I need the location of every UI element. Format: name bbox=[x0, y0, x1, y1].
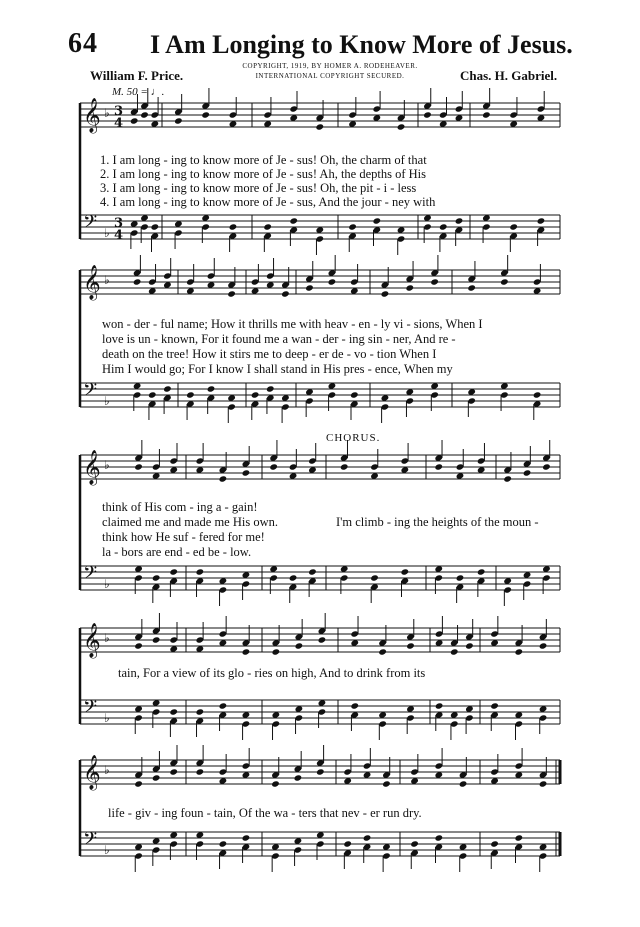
flat-key-signature-icon: ♭ bbox=[104, 631, 110, 645]
notehead bbox=[523, 469, 532, 476]
notehead bbox=[430, 278, 439, 285]
flat-key-signature-icon: ♭ bbox=[104, 711, 110, 725]
notehead bbox=[219, 840, 228, 847]
notehead bbox=[370, 574, 379, 581]
composer-credit: Chas. H. Gabriel. bbox=[460, 68, 558, 83]
notehead bbox=[378, 648, 387, 655]
notehead bbox=[315, 123, 324, 130]
notehead bbox=[242, 469, 251, 476]
time-signature-top: 3 bbox=[114, 104, 124, 119]
notehead bbox=[152, 636, 161, 643]
notehead bbox=[423, 111, 432, 118]
notehead bbox=[134, 642, 143, 649]
bass-clef-icon: 𝄢 bbox=[83, 697, 98, 722]
notehead bbox=[229, 223, 238, 230]
notehead bbox=[539, 642, 548, 649]
copyright-line: COPYRIGHT, 1919, BY HOMER A. RODEHEAVER. bbox=[242, 62, 418, 70]
notehead bbox=[455, 217, 464, 224]
notehead bbox=[467, 284, 476, 291]
notehead bbox=[340, 463, 349, 470]
notehead bbox=[435, 702, 444, 709]
notehead bbox=[207, 385, 216, 392]
notehead bbox=[350, 391, 359, 398]
notehead bbox=[266, 385, 275, 392]
treble-clef-icon: 𝄞 bbox=[83, 98, 101, 133]
flat-key-signature-icon: ♭ bbox=[104, 763, 110, 777]
notehead bbox=[251, 391, 260, 398]
notehead bbox=[503, 475, 512, 482]
verse-2-line-2: love is un - known, For it found me a wan - der - ing sin - ner, And re - bbox=[102, 332, 456, 346]
notehead bbox=[316, 768, 325, 775]
chorus-label: CHORUS. bbox=[326, 432, 381, 444]
notehead bbox=[318, 636, 327, 643]
notehead bbox=[515, 648, 524, 655]
copyright-secured-line: INTERNATIONAL COPYRIGHT SECURED. bbox=[255, 72, 405, 80]
notehead bbox=[134, 463, 143, 470]
notehead bbox=[295, 642, 304, 649]
notehead bbox=[490, 840, 499, 847]
notehead bbox=[348, 223, 357, 230]
notehead bbox=[152, 774, 161, 781]
treble-clef-icon: 𝄞 bbox=[83, 623, 101, 658]
notehead bbox=[500, 278, 509, 285]
notehead bbox=[477, 568, 486, 575]
notehead bbox=[130, 117, 139, 124]
notehead bbox=[343, 840, 352, 847]
notehead bbox=[169, 568, 178, 575]
notehead bbox=[465, 642, 474, 649]
notehead bbox=[196, 568, 205, 575]
time-signature-top: 3 bbox=[114, 216, 124, 231]
notehead bbox=[410, 840, 419, 847]
notehead bbox=[294, 774, 303, 781]
notehead bbox=[289, 217, 298, 224]
verse-4-line-1: 4. I am long - ing to know more of Je - sus, And the jour - ney with bbox=[100, 195, 436, 209]
notehead bbox=[151, 223, 160, 230]
chorus-line-1: I'm climb - ing the heights of the moun - bbox=[336, 515, 539, 529]
bass-clef-icon: 𝄢 bbox=[83, 380, 98, 405]
treble-clef-icon: 𝄞 bbox=[83, 755, 101, 790]
verse-3-line-1: 3. I am long - ing to know more of Je - sus! Oh, the pit - i - less bbox=[100, 181, 417, 195]
notehead bbox=[163, 385, 172, 392]
treble-clef-icon: 𝄞 bbox=[83, 450, 101, 485]
notehead bbox=[450, 648, 459, 655]
notehead bbox=[490, 702, 499, 709]
notehead bbox=[328, 278, 337, 285]
verse-4-line-2: Him I would go; For I know I shall stand in His pres - ence, When my bbox=[102, 362, 453, 376]
notehead bbox=[169, 768, 178, 775]
chorus-line-3: life - giv - ing foun - tain, Of the wa - ters that nev - er run dry. bbox=[108, 806, 422, 820]
notehead bbox=[434, 463, 443, 470]
notehead bbox=[482, 111, 491, 118]
notehead bbox=[456, 574, 465, 581]
flat-key-signature-icon: ♭ bbox=[104, 577, 110, 591]
notehead bbox=[242, 834, 251, 841]
notehead bbox=[242, 648, 251, 655]
verse-2-line-1: 2. I am long - ing to know more of Je - sus! Ah, the depths of His bbox=[100, 167, 427, 181]
flat-key-signature-icon: ♭ bbox=[104, 394, 110, 408]
notehead bbox=[308, 568, 317, 575]
notehead bbox=[174, 117, 183, 124]
notehead bbox=[152, 574, 161, 581]
time-signature-bottom: 4 bbox=[114, 228, 124, 243]
notehead bbox=[263, 223, 272, 230]
notehead bbox=[169, 708, 178, 715]
notehead bbox=[405, 284, 414, 291]
notehead bbox=[397, 123, 406, 130]
notehead bbox=[373, 217, 382, 224]
notehead bbox=[281, 290, 290, 297]
notehead bbox=[542, 463, 551, 470]
notehead bbox=[435, 834, 444, 841]
verse-3-line-3: think how He suf - fered for me! bbox=[102, 530, 265, 544]
notehead bbox=[201, 111, 210, 118]
notehead bbox=[539, 780, 548, 787]
verse-3-line-2: death on the tree! How it stirs me to deep - er de - vo - tion When I bbox=[102, 347, 437, 361]
hymn-title: I Am Longing to Know More of Jesus. bbox=[150, 30, 573, 59]
verse-1-line-2: won - der - ful name; How it thrills me with heav - en - ly vi - sions, When I bbox=[102, 317, 483, 331]
bass-clef-icon: 𝄢 bbox=[83, 212, 98, 237]
notehead bbox=[272, 648, 281, 655]
notehead bbox=[406, 642, 415, 649]
notehead bbox=[363, 834, 372, 841]
treble-clef-icon: 𝄞 bbox=[83, 265, 101, 300]
tempo-marking: M. 50 = ♩. bbox=[112, 86, 165, 98]
notehead bbox=[140, 111, 149, 118]
verse-1-line-1: 1. I am long - ing to know more of Je - sus! Oh, the charm of that bbox=[100, 153, 427, 167]
notehead bbox=[227, 290, 236, 297]
bass-clef-icon: 𝄢 bbox=[83, 563, 98, 588]
notehead bbox=[509, 223, 518, 230]
verse-1-line-3: think of His com - ing a - gain! bbox=[102, 500, 258, 514]
flat-key-signature-icon: ♭ bbox=[104, 458, 110, 472]
notehead bbox=[289, 574, 298, 581]
notehead bbox=[382, 780, 391, 787]
flat-key-signature-icon: ♭ bbox=[104, 106, 110, 120]
notehead bbox=[350, 702, 359, 709]
notehead bbox=[381, 290, 390, 297]
chorus-line-2: tain, For a view of its glo - ries on high, And to drink from its bbox=[118, 666, 426, 680]
bass-clef-icon: 𝄢 bbox=[83, 829, 98, 854]
author-credit: William F. Price. bbox=[90, 68, 184, 83]
notehead bbox=[196, 768, 205, 775]
notehead bbox=[134, 780, 143, 787]
notehead bbox=[533, 391, 542, 398]
flat-key-signature-icon: ♭ bbox=[104, 273, 110, 287]
notehead bbox=[219, 702, 228, 709]
flat-key-signature-icon: ♭ bbox=[104, 843, 110, 857]
notehead bbox=[515, 834, 524, 841]
notehead bbox=[196, 708, 205, 715]
verse-4-line-3: la - bors are end - ed be - low. bbox=[102, 545, 252, 559]
notehead bbox=[219, 475, 228, 482]
notehead bbox=[401, 568, 410, 575]
notehead bbox=[537, 217, 546, 224]
notehead bbox=[305, 284, 314, 291]
notehead bbox=[271, 780, 280, 787]
notehead bbox=[186, 391, 195, 398]
notehead bbox=[148, 391, 157, 398]
flat-key-signature-icon: ♭ bbox=[104, 226, 110, 240]
time-signature-bottom: 4 bbox=[114, 116, 124, 131]
notehead bbox=[133, 278, 142, 285]
notehead bbox=[269, 463, 278, 470]
hymn-number: 64 bbox=[68, 28, 98, 59]
notehead bbox=[439, 223, 448, 230]
verse-2-line-3: claimed me and made me His own. bbox=[102, 515, 278, 529]
notehead bbox=[459, 780, 468, 787]
